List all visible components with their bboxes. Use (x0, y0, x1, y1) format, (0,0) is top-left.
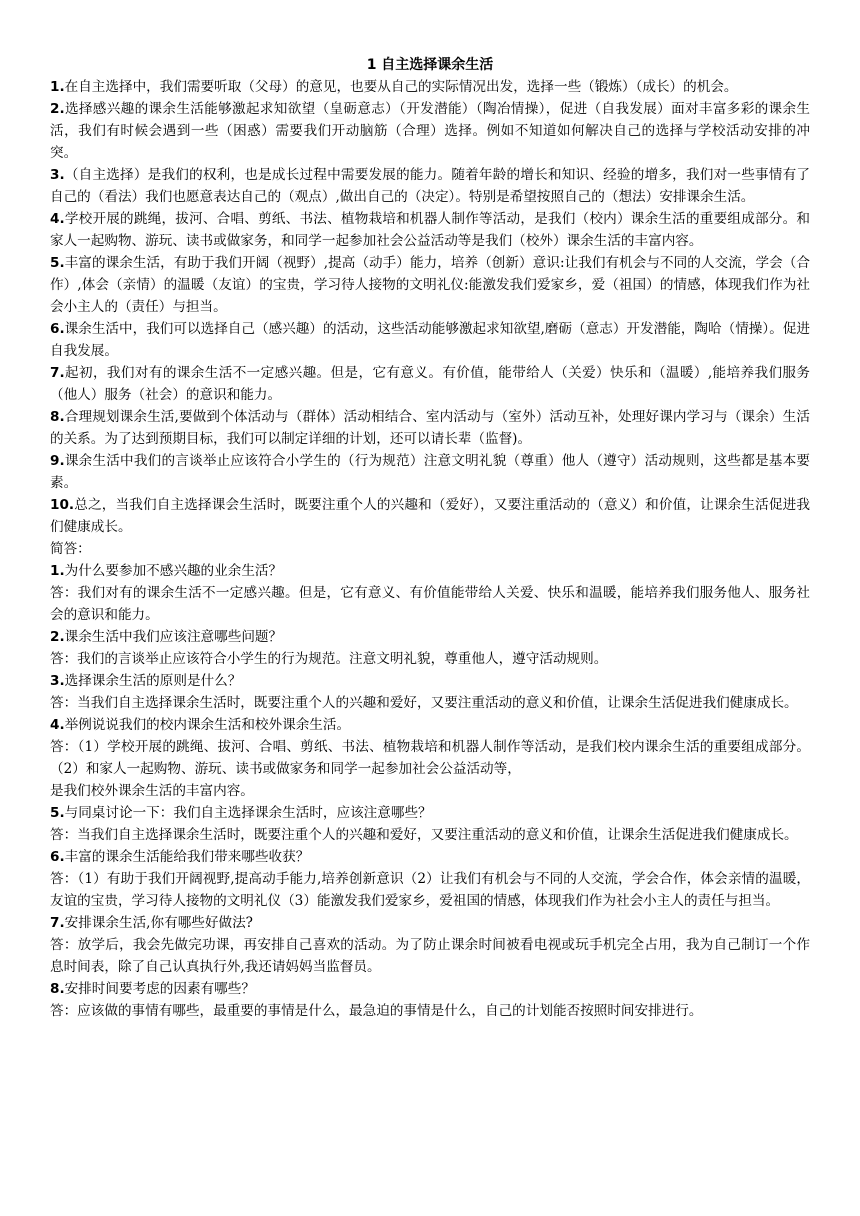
question (50, 714, 810, 736)
knowledge-point (50, 164, 810, 208)
question-text: 与同桌讨论一下：我们自主选择课余生活时，应该注意哪些？ (64, 805, 432, 821)
answer: 答：（1）有助于我们开阔视野,提高动手能力,培养创新意识（2）让我们有机会与不同的人交流，学会合作，体会亲情的温暖，友谊的宝贵，学习待人接物的文明礼仪（3）能激发我们爱家乡，爱祖国的情感，体现我们作为社会小主人的责任与担当。 (50, 871, 810, 909)
question (50, 912, 810, 934)
point-text: 合理规划课余生活,要做到个体活动与（群体）活动相结合、室内活动与（室外）活动互补，处理好课内学习与（课余）生活的关系。为了达到预期目标，我们可以制定详细的计划，还可以请长辈（监督)。 (50, 409, 810, 447)
point-number: 5. (50, 255, 65, 271)
question (50, 670, 810, 692)
point-text: 课余生活中，我们可以选择自己（感兴趣）的活动，这些活动能够激起求知欲望,磨砺（意志）开发潜能，陶哈（情操）。促进自我发展。 (50, 321, 810, 359)
point-text: 在自主选择中，我们需要听取（父母）的意见，也要从自己的实际情况出发，选择一些（锻炼）（成长）的机会。 (64, 79, 738, 95)
question-number: 5. (50, 805, 65, 821)
question-text: 安排课余生活,你有哪些好做法? (64, 915, 253, 931)
question-number: 1. (50, 563, 65, 579)
point-number: 7. (50, 365, 65, 381)
knowledge-point (50, 252, 810, 318)
question-number: 4. (50, 717, 65, 733)
knowledge-point (50, 318, 810, 362)
qa-heading: 简答： (50, 541, 91, 557)
point-number: 2. (50, 101, 65, 117)
answer: 答：当我们自主选择课余生活时，既要注重个人的兴趣和爱好，又要注重活动的意义和价值，让课余生活促进我们健康成长。 (50, 695, 798, 711)
answer: 答：放学后，我会先做完功课，再安排自己喜欢的活动。为了防止课余时间被看电视或玩手机完全占用，我为自己制订一个作息时间表，除了自己认真执行外,我还请妈妈当监督员。 (50, 937, 810, 975)
knowledge-point (50, 406, 810, 450)
knowledge-point (50, 208, 810, 252)
short-answer-section (50, 560, 810, 1022)
point-number: 1. (50, 79, 65, 95)
question (50, 846, 810, 868)
question (50, 802, 810, 824)
question-text: 为什么要参加不感兴趣的业余生活？ (64, 563, 283, 579)
knowledge-point (50, 450, 810, 494)
answer: 答：我们对有的课余生活不一定感兴趣。但是，它有意义、有价值能带给人关爱、快乐和温暖，能培养我们服务他人、服务社会的意识和能力。 (50, 585, 810, 623)
question-text: 选择课余生活的原则是什么？ (64, 673, 242, 689)
point-text: 丰富的课余生活，有助于我们开阔（视野）,提高（动手）能力，培养（创新）意识:让我们有机会与不同的人交流，学会（合作）,体会（亲情）的温暖（友谊）的宝贵，学习待人接物的文明礼仪:能激发我们爱家乡，爱（祖国）的情感，体现我们作为社会小主人的（责任）与担当。 (50, 255, 810, 315)
knowledge-points (50, 76, 810, 538)
answer: 答：我们的言谈举止应该符合小学生的行为规范。注意文明礼貌，尊重他人，遵守活动规则。 (50, 651, 608, 667)
answer: 答：当我们自主选择课余生活时，既要注重个人的兴趣和爱好，又要注重活动的意义和价值，让课余生活促进我们健康成长。 (50, 827, 798, 843)
question (50, 626, 810, 648)
point-number: 9. (50, 453, 65, 469)
point-text: 学校开展的跳绳，拔河、合唱、剪纸、书法、植物栽培和机器人制作等活动，是我们（校内）课余生活的重要组成部分。和家人一起购物、游玩、读书或做家务，和同学一起参加社会公益活动等是我们（校外）课余生活的丰富内容。 (50, 211, 810, 249)
point-text: 起初，我们对有的课余生活不一定感兴趣。但是，它有意义。有价值，能带给人（关爱）快乐和（温暖）,能培养我们服务（他人）服务（社会）的意识和能力。 (50, 365, 810, 403)
point-number: 3. (50, 167, 65, 183)
knowledge-point (50, 362, 810, 406)
question (50, 978, 810, 1000)
point-text: 选择感兴趣的课余生活能够激起求知欲望（皇砺意志）（开发潜能）（陶冶情操），促进（自我发展）面对丰富多彩的课余生活，我们有时候会遇到一些（困惑）需要我们开动脑筋（合理）选择。例如不知道如何解决自己的选择与学校活动安排的冲突。 (50, 101, 810, 161)
question-number: 8. (50, 981, 65, 997)
point-number: 10. (50, 497, 75, 513)
point-number: 8. (50, 409, 65, 425)
question (50, 560, 810, 582)
answer: 是我们校外课余生活的丰富内容。 (50, 783, 254, 799)
question-text: 举例说说我们的校内课余生活和校外课余生活。 (64, 717, 351, 733)
question-number: 3. (50, 673, 65, 689)
question-number: 6. (50, 849, 65, 865)
page-title: 1 自主选择课余生活 (366, 57, 494, 73)
knowledge-point (50, 98, 810, 164)
knowledge-point (50, 76, 810, 98)
question-text: 丰富的课余生活能给我们带来哪些收获？ (64, 849, 310, 865)
answer: 答：应该做的事情有哪些，最重要的事情是什么，最急迫的事情是什么，自己的计划能否按照时间安排进行。 (50, 1003, 703, 1019)
answer: 答：（1）学校开展的跳绳、拔河、合唱、剪纸、书法、植物栽培和机器人制作等活动，是我们校内课余生活的重要组成部分。（2）和家人一起购物、游玩、读书或做家务和同学一起参加社会公益活动等， (50, 739, 810, 777)
point-text: 总之，当我们自主选择课会生活时，既要注重个人的兴趣和（爱好），又要注重活动的（意义）和价值，让课余生活促进我们健康成长。 (50, 497, 810, 535)
knowledge-point (50, 494, 810, 538)
question-text: 课余生活中我们应该注意哪些问题？ (64, 629, 283, 645)
point-text: 课余生活中我们的言谈举止应该符合小学生的（行为规范）注意文明礼貌（尊重）他人（遵守）活动规则，这些都是基本要素。 (50, 453, 810, 491)
point-text: （自主选择）是我们的权利，也是成长过程中需要发展的能力。随着年龄的增长和知识、经验的增多，我们对一些事情有了自己的（看法）我们也愿意表达自己的（观点）,做出自己的（决定）。特别是希望按照自己的（想法）安排课余生活。 (50, 167, 810, 205)
point-number: 4. (50, 211, 65, 227)
question-text: 安排时间要考虑的因素有哪些？ (64, 981, 255, 997)
point-number: 6. (50, 321, 65, 337)
question-number: 2. (50, 629, 65, 645)
question-number: 7. (50, 915, 65, 931)
